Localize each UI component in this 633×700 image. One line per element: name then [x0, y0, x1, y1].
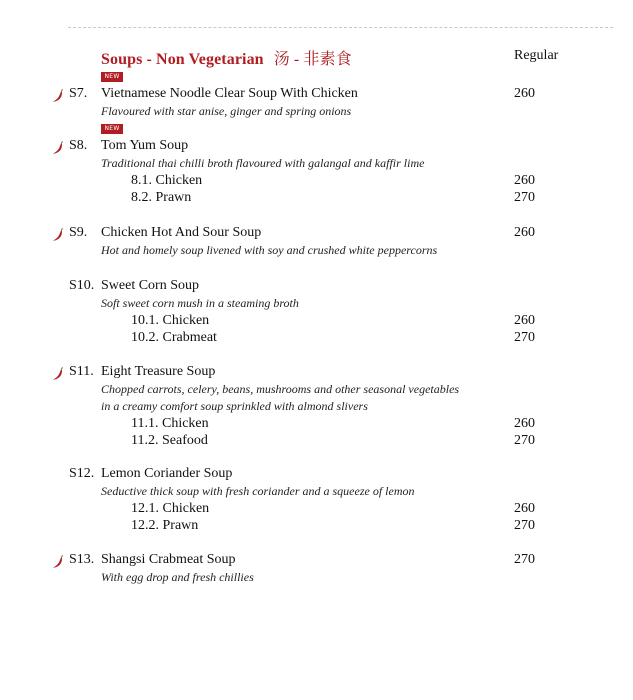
item-description: Seductive thick soup with fresh coriander and a squeeze of lemon	[101, 484, 415, 498]
item-name: Vietnamese Noodle Clear Soup With Chicken	[101, 86, 358, 101]
chili-spicy-icon	[52, 367, 64, 381]
item-name: Sweet Corn Soup	[101, 278, 199, 293]
option-label: 8.2. Prawn	[131, 190, 192, 205]
price-column-header: Regular	[514, 48, 559, 63]
option-price: 270	[514, 518, 535, 533]
option-label: 11.2. Seafood	[131, 433, 208, 448]
item-description: Hot and homely soup livened with soy and crushed white peppercorns	[101, 243, 438, 257]
item-name: Eight Treasure Soup	[101, 364, 216, 379]
section-title-en: Soups - Non Vegetarian	[101, 51, 264, 68]
item-price: 260	[514, 225, 535, 240]
item-code: S10.	[69, 278, 95, 293]
section-title	[101, 46, 352, 69]
option-price: 260	[514, 501, 535, 516]
chili-spicy-icon	[52, 89, 64, 103]
chili-spicy-icon	[52, 228, 64, 242]
item-code: S13.	[69, 552, 95, 567]
item-description: Flavoured with star anise, ginger and spring onions	[101, 104, 352, 118]
item-description: Soft sweet corn mush in a steaming broth	[101, 296, 299, 310]
item-code: S7.	[69, 86, 88, 101]
option-label: 11.1. Chicken	[131, 416, 209, 431]
item-description: Chopped carrots, celery, beans, mushrooms and other seasonal vegetables	[101, 382, 460, 396]
item-name: Chicken Hot And Sour Soup	[101, 225, 262, 240]
item-description: With egg drop and fresh chillies	[101, 570, 254, 584]
chili-spicy-icon	[52, 555, 64, 569]
chili-spicy-icon	[52, 141, 64, 155]
item-name: Shangsi Crabmeat Soup	[101, 552, 236, 567]
option-price: 270	[514, 330, 535, 345]
new-badge: NEW	[101, 72, 123, 82]
option-label: 10.2. Crabmeat	[131, 330, 217, 345]
item-code: S9.	[69, 225, 88, 240]
new-badge: NEW	[101, 124, 123, 134]
item-code: S8.	[69, 138, 88, 153]
option-label: 10.1. Chicken	[131, 313, 210, 328]
option-price: 260	[514, 313, 535, 328]
option-label: 8.1. Chicken	[131, 173, 203, 188]
option-label: 12.1. Chicken	[131, 501, 210, 516]
item-description: in a creamy comfort soup sprinkled with almond slivers	[101, 399, 368, 413]
item-name: Lemon Coriander Soup	[101, 466, 233, 481]
item-description: Traditional thai chilli broth flavoured with galangal and kaffir lime	[101, 156, 425, 170]
option-price: 270	[514, 190, 535, 205]
section-title-cn: 汤 - 非素食	[273, 51, 352, 68]
option-price: 260	[514, 416, 535, 431]
option-label: 12.2. Prawn	[131, 518, 199, 533]
item-price: 260	[514, 86, 535, 101]
item-code: S11.	[69, 364, 94, 379]
top-divider	[68, 27, 613, 28]
item-code: S12.	[69, 466, 95, 481]
option-price: 270	[514, 433, 535, 448]
option-price: 260	[514, 173, 535, 188]
item-name: Tom Yum Soup	[101, 138, 189, 153]
item-price: 270	[514, 552, 535, 567]
